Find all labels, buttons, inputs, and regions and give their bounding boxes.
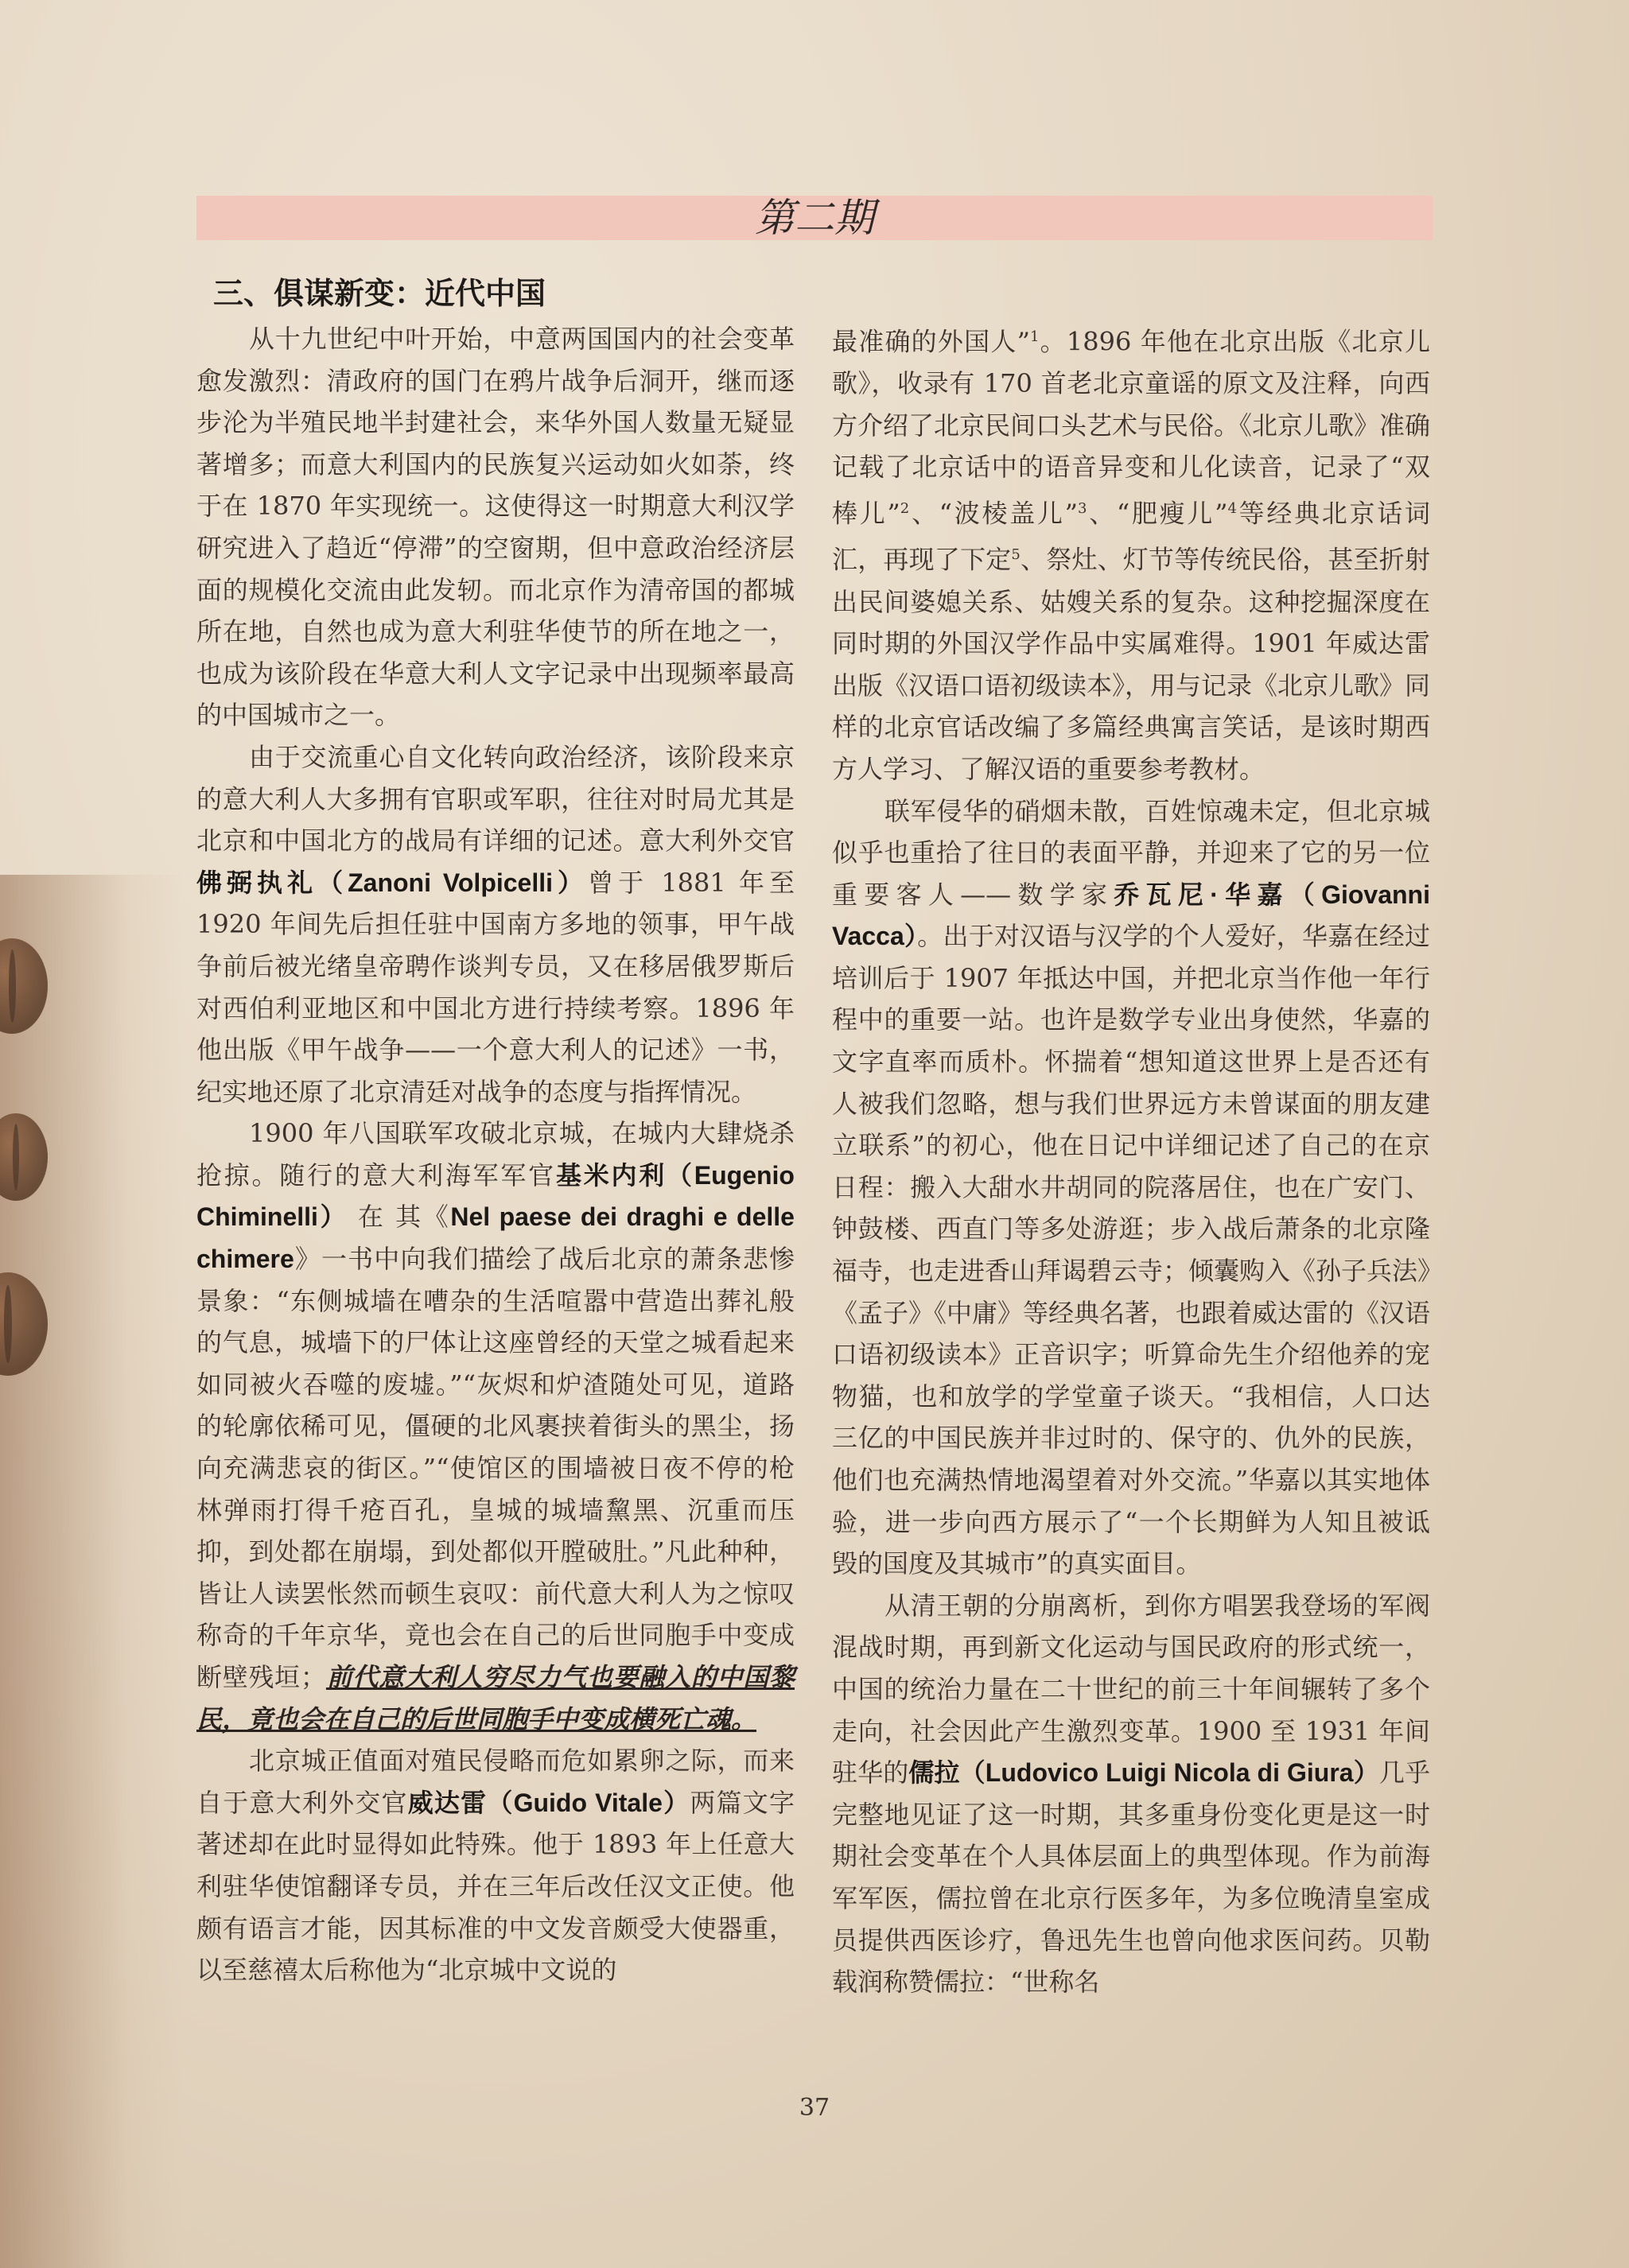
issue-banner (196, 196, 1433, 240)
paragraph (832, 790, 1430, 1585)
paragraph-text: 曾于 1881 年至 1920 年间先后担任驻中国南方多地的领事，甲午战争前后被光绪皇帝聘作谈判专员，又在移居俄罗斯后对西伯利亚地区和中国北方进行持续考察。1896 年他出版《甲午战争——一个意大利人的记述》一书，纪实地还原了北京清廷对战争的态度与指挥情况。 (196, 867, 795, 1107)
footnote-marker[interactable]: 4 (1227, 500, 1237, 518)
paragraph-text: 、祭灶、灯节等传统民俗，甚至折射出民间婆媳关系、姑嫂关系的复杂。这种挖掘深度在同时期的外国汉学作品中实属难得。1901 年威达雷出版《汉语口语初级读本》，用与记录《北京儿歌》同样的北京官话改编了多篇经典寓言笑话，是该时期西方人学习、了解汉语的重要参考教材。 (832, 544, 1431, 784)
book-title: Nel paese dei draghi e delle chimere (196, 1202, 795, 1274)
footnote-marker[interactable]: 2 (900, 500, 910, 518)
paragraph-text: 1900 年八国联军攻破北京城，在城内大肆烧杀抢掠。随行的意大利海军军官 (196, 1118, 795, 1190)
person-name: 基米内利（Eugenio Chiminelli） (196, 1160, 795, 1232)
paragraph-text: 从清王朝的分崩离析，到你方唱罢我登场的军阀混战时期，再到新文化运动与国民政府的形式统一，中国的统治力量在二十世纪的前三十年间辗转了多个走向，社会因此产生激烈变革。1900 至 1931 年间驻华的 (832, 1590, 1430, 1788)
section-heading: 三、俱谋新变：近代中国 (213, 275, 546, 311)
issue-banner-text: 第二期 (755, 195, 874, 241)
footnote-marker[interactable]: 3 (1078, 500, 1087, 518)
paragraph (832, 1585, 1430, 2003)
paragraph-text: 。出于对汉语与汉学的个人爱好，华嘉在经过培训后于 1907 年抵达中国，并把北京当作他一年行程中的重要一站。也许是数学专业出身使然，华嘉的文字直率而质朴。怀揣着“想知道这世界上是否还有人被我们忽略，想与我们世界远方未曾谋面的朋友建立联系”的初心，他在日记中详细记述了自己的在京日程：搬入大甜水井胡同的院落居住，也在广安门、钟鼓楼、西直门等多处游逛；步入战后萧条的北京隆福寺，也走进香山拜谒碧云寺；倾囊购入《孙子兵法》《孟子》《中庸》等经典名著，也跟着威达雷的《汉语口语初级读本》正音识字；听算命先生介绍他养的宠物猫，也和放学的学堂童子谈天。“我相信，人口达三亿的中国民族并非过时的、保守的、仇外的民族，他们也充满热情地渴望着对外交流。”华嘉以其实地体验，进一步向西方展示了“一个长期鲜为人知且被诋毁的国度及其城市”的真实面目。 (832, 921, 1431, 1579)
paragraph (196, 318, 795, 736)
paper-shadow-left (0, 875, 183, 2268)
paragraph (196, 1740, 795, 1991)
paragraph-text: 在 其《 (348, 1202, 451, 1233)
paragraph-text: 、“波棱盖儿” (909, 498, 1078, 529)
paragraph-text: 。1896 年他在北京出版《北京儿歌》，收录有 170 首老北京童谣的原文及注释，向西方介绍了北京民间口头艺术与民俗。《北京儿歌》准确记载了北京话中的语音异变和儿化读音，记录了“双棒儿” (832, 326, 1431, 529)
paragraph (196, 736, 795, 1113)
paragraph-text: 等经典北京话词汇，再现了下定 (832, 498, 1430, 575)
paragraph-text: 》一书中向我们描绘了战后北京的萧条悲惨景象：“东侧城墙在嘈杂的生活喧嚣中营造出葬礼般的气息，城墙下的尸体让这座曾经的天堂之城看起来如同被火吞噬的废墟。”“灰烬和炉渣随处可见，道路的轮廓依稀可见，僵硬的北风裹挟着街头的黑尘，扬向充满悲哀的街区。”“使馆区的围墙被日夜不停的枪林弹雨打得千疮百孔，皇城的城墙黧黑、沉重而压抑，到处都在崩塌，到处都似开膛破肚。”凡此种种，皆让人读罢怅然而顿生哀叹：前代意大利人为之惊叹称奇的千年京华，竟也会在自己的后世同胞手中变成断壁残垣； (196, 1244, 795, 1692)
paragraph-text: 几乎完整地见证了这一时期，其多重身份变化更是这一时期社会变革在个人具体层面上的典型体现。作为前海军军医，儒拉曾在北京行医多年，为多位晚清皇室成员提供西医诊疗，鲁迅先生也曾向他求医问药。贝勒载润称赞儒拉：“世称名 (832, 1757, 1430, 1998)
paragraph-text: 两篇文字著述却在此时显得如此特殊。他于 1893 年上任意大利驻华使馆翻译专员，并在三年后改任汉文正使。他颇有语言才能，因其标准的中文发音颇受大使器重，以至慈禧太后称他为“北京城中文说的 (196, 1787, 795, 1986)
emphasized-sentence: 前代意大利人穷尽力气也要融入的中国黎民，竟也会在自己的后世同胞手中变成横死亡魂。 (196, 1662, 795, 1734)
left-column (196, 318, 795, 1991)
paragraph-text: 北京城正值面对殖民侵略而危如累卵之际，而来自于意大利外交官 (196, 1746, 795, 1818)
footnote-marker[interactable]: 1 (1029, 328, 1040, 345)
footnote-marker[interactable]: 5 (1011, 546, 1021, 564)
person-name: 儒拉（Ludovico Luigi Nicola di Giura） (908, 1758, 1379, 1788)
person-name: 乔瓦尼·华嘉（Giovanni Vacca） (832, 880, 1430, 951)
paragraph (832, 317, 1430, 790)
paragraph-text: 、“肥瘦儿” (1087, 498, 1228, 529)
person-name: 佛弼执礼（Zanoni Volpicelli） (196, 868, 589, 897)
page-number: 37 (799, 2094, 830, 2122)
paragraph (196, 1113, 795, 1740)
right-column (832, 317, 1430, 2003)
paragraph-text: 联军侵华的硝烟未散，百姓惊魂未定，但北京城似乎也重拾了往日的表面平静，并迎来了它的另一位重要客人——数学家 (832, 795, 1430, 910)
person-name: 威达雷（Guido Vitale） (407, 1788, 690, 1817)
paragraph-text: 由于交流重心自文化转向政治经济，该阶段来京的意大利人大多拥有官职或军职，往往对时局尤其是北京和中国北方的战局有详细的记述。意大利外交官 (196, 741, 795, 856)
paragraph-text: 从十九世纪中叶开始，中意两国国内的社会变革愈发激烈：清政府的国门在鸦片战争后洞开，继而逐步沦为半殖民地半封建社会，来华外国人数量无疑显著增多；而意大利国内的民族复兴运动如火如荼，终于在 1870 年实现统一。这使得这一时期意大利汉学研究进入了趋近“停滞”的空窗期，但中意政治经济层面的规模化交流由此发轫。而北京作为清帝国的都城所在地，自然也成为意大利驻华使节的所在地之一，也成为该阶段在华意大利人文字记录中出现频率最高的中国城市之一。 (196, 324, 795, 731)
paragraph-text: 最准确的外国人” (832, 326, 1030, 357)
